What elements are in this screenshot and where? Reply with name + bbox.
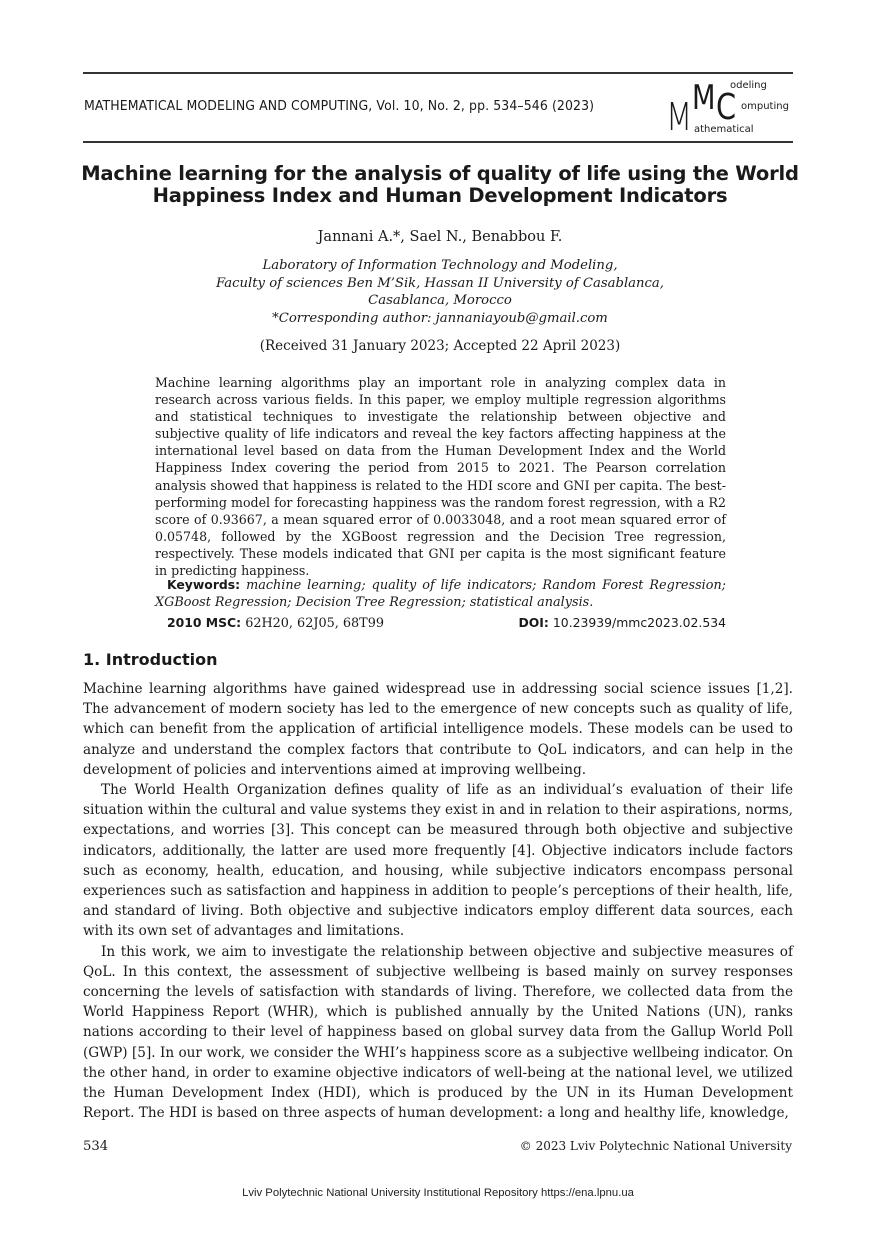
affiliation: [80, 257, 800, 327]
keywords-list: machine learning; quality of life indicators; Random Forest Regression; XGBoost Regression; Decision Tree Regression; statistical analysis.: [155, 578, 726, 610]
paragraph: Machine learning algorithms have gained widespread use in addressing social science issues [1,2]. The advancement of modern society has led to the emergence of new concepts such as quality of life, which can benefit from the application of artificial intelligence models. These models can be used to analyze and understand the complex factors that contribute to QoL indicators, and can help in the development of policies and interventions aimed at improving wellbeing.: [83, 681, 793, 778]
copyright-notice: © 2023 Lviv Polytechnic National University: [519, 1139, 792, 1153]
journal-citation: MATHEMATICAL MODELING AND COMPUTING, Vol. 10, No. 2, pp. 534–546 (2023): [84, 98, 595, 114]
doi-label: DOI:: [518, 615, 549, 630]
repository-footer[interactable]: Lviv Polytechnic National University Institutional Repository https://ena.lpnu.ua: [242, 1187, 634, 1199]
affiliation-line: Faculty of sciences Ben M’Sik, Hassan II University of Casablanca,: [216, 275, 664, 291]
header-top-rule: [83, 72, 793, 74]
msc-label: 2010 MSC:: [167, 615, 242, 630]
paragraph: In this work, we aim to investigate the relationship between objective and subjective measures of QoL. In this context, the assessment of subjective wellbeing is based mainly on survey responses concerning the levels of satisfaction with standards of living. Therefore, we collected data from the World Happiness Report (WHR), which is published annually by the United Nations (UN), ranks nations according to their level of happiness based on global survey data from the Gallup World Poll (GWP) [5]. In our work, we consider the WHI’s happiness score as a subjective wellbeing indicator. On the other hand, in order to examine objective indicators of well-being at the national level, we utilized the Human Development Index (HDI), which is produced by the UN in its Human Development Report. The HDI is based on three aspects of human development: a long and healthy life, knowledge,: [83, 943, 793, 1122]
abstract: Machine learning algorithms play an important role in analyzing complex data in research across various fields. In this paper, we employ multiple regression algorithms and statistical techniques to investigate the relationship between objective and subjective quality of life indicators and reveal the key factors affecting happiness at the international level based on data from the Human Development Index and the World Happiness Index covering the period from 2015 to 2021. The Pearson correlation analysis showed that happiness is related to the HDI score and GNI per capita. The best-performing model for forecasting happiness was the random forest regression, with a R2 score of 0.93667, a mean squared error of 0.0033048, and a root mean squared error of 0.05748, followed by the XGBoost regression and the Decision Tree regression, respectively. These models indicated that GNI per capita is the most significant feature in predicting happiness.: [155, 375, 726, 579]
keywords: [155, 576, 726, 611]
msc-codes: 62H20, 62J05, 68T99: [245, 616, 384, 631]
affiliation-line: Casablanca, Morocco: [368, 293, 512, 308]
paper-title: Machine learning for the analysis of quality of life using the World Happiness Index and Human Development Indicators: [81, 162, 799, 207]
corresponding-author: *Corresponding author: jannaniayoub@gmail.com: [272, 310, 608, 326]
author-list: Jannani A.*, Sael N., Benabbou F.: [317, 229, 563, 245]
keywords-label: Keywords:: [167, 577, 241, 592]
affiliation-line: Laboratory of Information Technology and Modeling,: [262, 258, 618, 273]
doi-block: [518, 615, 726, 631]
doi-link[interactable]: 10.23939/mmc2023.02.534: [552, 615, 726, 630]
logo-word-computing: omputing: [741, 101, 789, 112]
msc-block: [167, 615, 384, 631]
logo-word-modeling: odeling: [730, 80, 767, 91]
classification-row: [167, 615, 726, 631]
section-body: [83, 679, 793, 1123]
header-bottom-rule: [83, 141, 793, 143]
logo-letter-c: C: [716, 87, 737, 128]
logo-word-mathematical: athematical: [694, 124, 754, 135]
page-number: 534: [83, 1139, 109, 1154]
logo-letter-m-large: M: [666, 95, 693, 139]
paragraph: The World Health Organization defines quality of life as an individual’s evaluation of their life situation within the cultural and value systems they exist in and in relation to their aspirations, norms, expectations, and worries [3]. This concept can be measured through both objective and subjective indicators, additionally, the latter are used more frequently [4]. Objective indicators include factors such as economy, health, education, and housing, while subjective indicators encompass personal experiences such as satisfaction and happiness in addition to people’s perceptions of their health, life, and standard of living. Both objective and subjective indicators employ different data sources, each with its own set of advantages and limitations.: [83, 782, 793, 940]
logo-letter-m: M: [692, 78, 716, 118]
section-heading: 1. Introduction: [83, 650, 218, 669]
received-dates: (Received 31 January 2023; Accepted 22 April 2023): [259, 338, 621, 354]
journal-logo: [664, 76, 794, 140]
